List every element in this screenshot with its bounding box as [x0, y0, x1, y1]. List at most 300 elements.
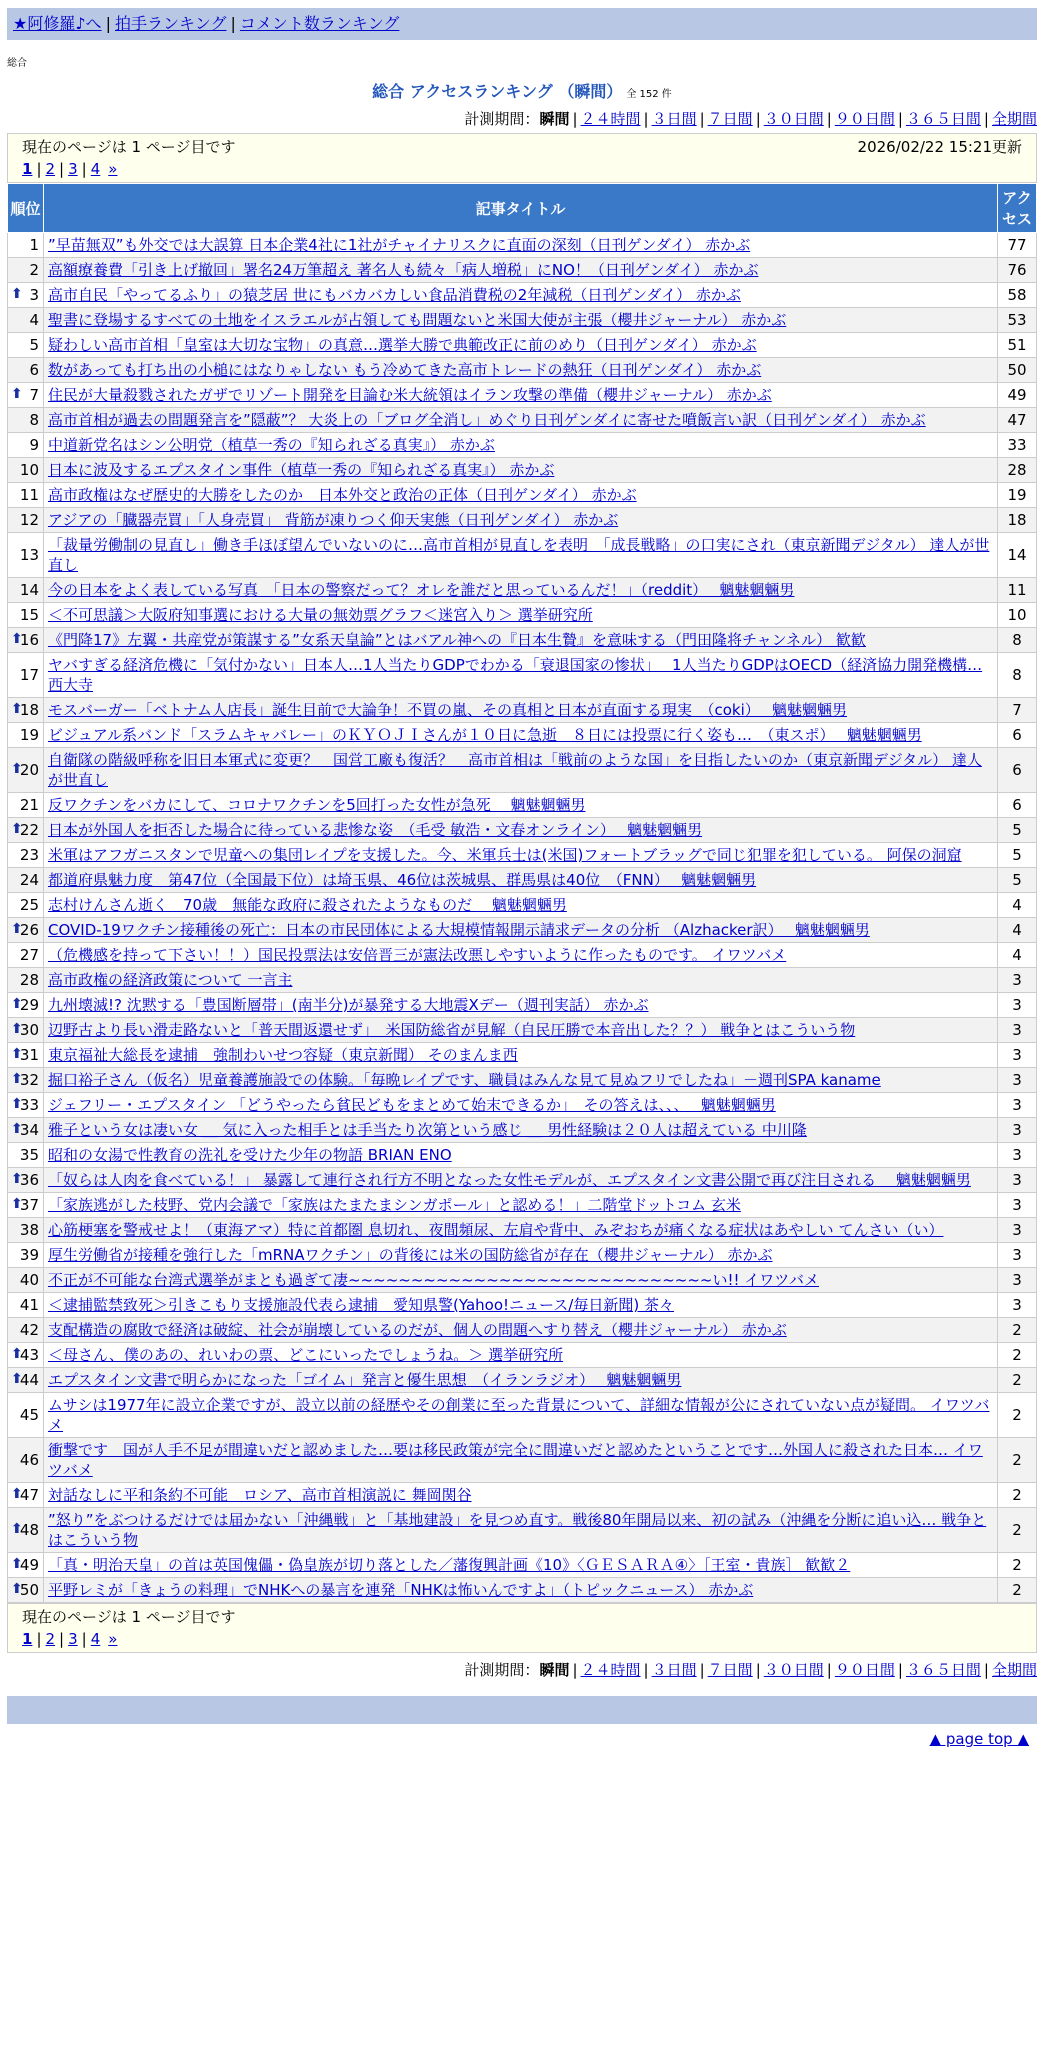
- period-separator: |: [983, 1661, 989, 1679]
- title-cell: [44, 308, 998, 333]
- title-cell: [44, 508, 998, 533]
- period-link[interactable]: 全期間: [991, 1661, 1037, 1679]
- title-cell: [44, 1368, 998, 1393]
- title-cell: [44, 333, 998, 358]
- page-link[interactable]: 4: [90, 160, 101, 178]
- article-link[interactable]: 反ワクチンをバカにして、コロナワクチンを5回打った女性が急死 魑魅魍魎男: [48, 796, 586, 814]
- article-link[interactable]: ＜母さん、僕のあの、れいわの票、どこにいったでしょうね。＞ 選挙研究所: [48, 1346, 564, 1364]
- table-row: [8, 1168, 1037, 1193]
- period-link[interactable]: ３６５日間: [905, 110, 981, 128]
- page-separator: |: [59, 160, 65, 178]
- access-count: 3: [998, 1043, 1037, 1068]
- article-link[interactable]: ”怒り”をぶつけるだけでは届かない「沖縄戦」と「基地建設」を見つめ直す。戦後80年開局以来、初の試み（沖縄を分断に追い込… 戦争とはこういう物: [48, 1511, 987, 1549]
- table-row: [8, 748, 1037, 793]
- rank-cell: [8, 508, 44, 533]
- article-link[interactable]: 今の日本をよく表している写真 「日本の警察だって？オレを誰だと思っているんだ！」（reddit） 魑魅魍魎男: [48, 581, 795, 599]
- article-link[interactable]: ＜不可思議＞大阪府知事選における大量の無効票グラフ＜迷宮入り＞ 選挙研究所: [48, 606, 593, 624]
- up-arrow-icon: ⬆: [11, 286, 23, 302]
- rank-cell: [8, 1578, 44, 1603]
- article-link[interactable]: 掘口裕子さん（仮名）児童養護施設での体験。「毎晩レイプです、職員はみんな見て見ぬフリでしたね」－週刊SPA kaname: [48, 1071, 881, 1089]
- access-count: 11: [998, 578, 1037, 603]
- rank-cell: [8, 333, 44, 358]
- article-link[interactable]: 「奴らは人肉を食べている！」 暴露して連行され行方不明となった女性モデルが、エプスタイン文書公開で再び注目される 魑魅魍魎男: [48, 1171, 971, 1189]
- rank-cell: [8, 1368, 44, 1393]
- rank-number: 17: [19, 666, 39, 684]
- rank-cell: [8, 1293, 44, 1318]
- page-link[interactable]: »: [108, 160, 118, 178]
- title-cell: [44, 893, 998, 918]
- title-cell: [44, 1553, 998, 1578]
- page-link-current[interactable]: 1: [22, 1630, 33, 1648]
- up-arrow-icon: ⬆: [11, 701, 23, 717]
- article-link[interactable]: 自衛隊の階級呼称を旧日本軍式に変更？ 国営工廠も復活？ 高市首相は「戦前のような国」を目指したいのか（東京新聞デジタル） 達人が世直し: [48, 751, 982, 789]
- rank-cell: [8, 1143, 44, 1168]
- rank-cell: [8, 233, 44, 258]
- access-count: 3: [998, 1243, 1037, 1268]
- period-current: 瞬間: [539, 110, 570, 128]
- period-separator: |: [643, 1661, 649, 1679]
- article-link[interactable]: 都道府県魅力度 第47位（全国最下位）は埼玉県、46位は茨城県、群馬県は40位 （FNN） 魑魅魍魎男: [48, 871, 757, 889]
- title-cell: [44, 1438, 998, 1483]
- period-link[interactable]: 全期間: [991, 110, 1037, 128]
- rank-cell: [8, 1043, 44, 1068]
- table-row: [8, 653, 1037, 698]
- access-count: 6: [998, 723, 1037, 748]
- access-count: 6: [998, 793, 1037, 818]
- rank-number: 45: [19, 1406, 39, 1424]
- rank-number: 42: [19, 1321, 39, 1339]
- nav-clap-ranking-link[interactable]: 拍手ランキング: [114, 14, 227, 33]
- table-row: [8, 698, 1037, 723]
- up-arrow-icon: ⬆: [11, 761, 23, 777]
- article-link[interactable]: 平野レミが「きょうの料理」でNHKへの暴言を連発「NHKは怖いんですよ」（トピックニュース） 赤かぶ: [48, 1581, 754, 1599]
- rank-number: 50: [19, 1581, 39, 1599]
- article-link[interactable]: ”早苗無双”も外交では大誤算 日本企業4社に1社がチャイナリスクに直面の深刻（日刊ゲンダイ） 赤かぶ: [48, 236, 751, 254]
- article-link[interactable]: 聖書に登場するすべての土地をイスラエルが占領しても問題ないと米国大使が主張（櫻井ジャーナル） 赤かぶ: [48, 311, 787, 329]
- article-link[interactable]: ヤバすぎる経済危機に「気付かない」日本人…1人当たりGDPでわかる「衰退国家の惨状」 1人当たりGDPはOECD（経済協力開発機構… 西大寺: [48, 656, 983, 694]
- article-link[interactable]: 日本に波及するエプスタイン事件（植草一秀の『知られざる真実』） 赤かぶ: [48, 461, 555, 479]
- page-separator: |: [36, 160, 42, 178]
- period-link[interactable]: ３０日間: [763, 1661, 824, 1679]
- rank-number: 4: [29, 311, 39, 329]
- rank-number: 3: [29, 286, 39, 304]
- title-cell: [44, 603, 998, 628]
- article-link[interactable]: 住民が大量殺戮されたガザでリゾート開発を目論む米大統領はイラン攻撃の準備（櫻井ジャーナル） 赤かぶ: [48, 386, 772, 404]
- page-status-row: [22, 136, 1022, 158]
- section-label: 総合: [7, 58, 27, 69]
- page-links-bottom: [22, 1628, 1022, 1650]
- article-link[interactable]: 高市政権はなぜ歴史的大勝をしたのか 日本外交と政治の正体（日刊ゲンダイ） 赤かぶ: [48, 486, 637, 504]
- header-rank: 順位: [8, 184, 44, 233]
- title-cell: [44, 868, 998, 893]
- title-cell: [44, 533, 998, 578]
- rank-number: 33: [19, 1096, 39, 1114]
- page-link[interactable]: 3: [68, 160, 78, 178]
- table-row: [8, 383, 1037, 408]
- current-page-text-bottom: 現在のページは 1 ページ目です: [22, 1608, 236, 1626]
- table-row: [8, 1293, 1037, 1318]
- rank-cell: [8, 1508, 44, 1553]
- rank-cell: [8, 723, 44, 748]
- up-arrow-icon: ⬆: [11, 1581, 23, 1597]
- article-link[interactable]: ビジュアル系バンド「スラムキャバレー」のＫＹＯＪＩさんが１０日に急逝 ８日には投票に行く姿も… （東スポ） 魑魅魍魎男: [48, 726, 922, 744]
- table-row: [8, 1243, 1037, 1268]
- article-link[interactable]: 高市政権の経済政策について 一言主: [48, 971, 293, 989]
- period-separator: |: [643, 110, 649, 128]
- table-row: [8, 333, 1037, 358]
- rank-number: 11: [19, 486, 39, 504]
- table-row: [8, 1343, 1037, 1368]
- article-link[interactable]: 《門降17》左翼・共産党が策謀する”女系天皇論”とはバアル神への『日本生贄』を意味する（門田隆将チャンネル） 歓歓: [48, 631, 866, 649]
- table-row: [8, 603, 1037, 628]
- rank-cell: [8, 1268, 44, 1293]
- title-cell: [44, 433, 998, 458]
- period-link[interactable]: ３０日間: [763, 110, 824, 128]
- article-link[interactable]: 支配構造の腐敗で経済は破綻、社会が崩壊しているのだが、個人の問題へすり替え（櫻井ジャーナル） 赤かぶ: [48, 1321, 787, 1339]
- article-link[interactable]: 「裁量労働制の見直し」働き手ほぼ望んでいないのに…高市首相が見直しを表明 「成長戦略」の口実にされ（東京新聞デジタル） 達人が世直し: [48, 536, 990, 574]
- access-count: 7: [998, 698, 1037, 723]
- up-arrow-icon: ⬆: [11, 1046, 23, 1062]
- article-link[interactable]: ＜逮捕監禁致死＞引きこもり支援施設代表ら逮捕 愛知県警(Yahoo!ニュース/毎日新聞) 茶々: [48, 1296, 674, 1314]
- article-link[interactable]: ムサシは1977年に設立企業ですが、設立以前の経歴やその創業に至った背景について、詳細な情報が公にされていない点が疑問。 イワツバメ: [48, 1396, 990, 1434]
- access-count: 3: [998, 1218, 1037, 1243]
- rank-cell: [8, 1553, 44, 1578]
- table-row: [8, 1483, 1037, 1508]
- rank-cell: [8, 1068, 44, 1093]
- rank-cell: [8, 383, 44, 408]
- article-link[interactable]: 心筋梗塞を警戒せよ！（東海アマ）特に首都圏 息切れ、夜間頻尿、左肩や背中、みぞおちが痛くなる症状はあやしい てんさい（い）: [48, 1221, 944, 1239]
- pagination-box-bottom: [7, 1603, 1037, 1653]
- period-link[interactable]: ３６５日間: [905, 1661, 981, 1679]
- rank-number: 39: [19, 1246, 39, 1264]
- title-cell: [44, 748, 998, 793]
- period-separator: |: [699, 110, 705, 128]
- page-link[interactable]: 3: [68, 1630, 78, 1648]
- rank-cell: [8, 1318, 44, 1343]
- rank-number: 22: [19, 821, 39, 839]
- up-arrow-icon: ⬆: [11, 1196, 23, 1212]
- table-row: [8, 1393, 1037, 1438]
- up-arrow-icon: ⬆: [11, 1121, 23, 1137]
- period-separator: |: [699, 1661, 705, 1679]
- access-count: 3: [998, 1018, 1037, 1043]
- access-count: 8: [998, 653, 1037, 698]
- table-row: [8, 1018, 1037, 1043]
- access-count: 3: [998, 1093, 1037, 1118]
- table-row: [8, 578, 1037, 603]
- page-separator: |: [81, 160, 87, 178]
- up-arrow-icon: ⬆: [11, 1071, 23, 1087]
- rank-number: 7: [29, 386, 39, 404]
- access-count: 2: [998, 1508, 1037, 1553]
- rank-number: 28: [19, 971, 39, 989]
- table-row: [8, 1143, 1037, 1168]
- title-cell: [44, 1293, 998, 1318]
- period-separator: |: [826, 110, 832, 128]
- article-link[interactable]: 厚生労働省が接種を強行した「mRNAワクチン」の背後には米の国防総省が存在（櫻井ジャーナル） 赤かぶ: [48, 1246, 773, 1264]
- period-link[interactable]: ７日間: [707, 1661, 753, 1679]
- rank-number: 5: [29, 336, 39, 354]
- period-separator: |: [826, 1661, 832, 1679]
- rank-number: 19: [19, 726, 39, 744]
- table-row: [8, 483, 1037, 508]
- period-link[interactable]: ９０日間: [834, 110, 895, 128]
- period-link[interactable]: ２４時間: [580, 1661, 641, 1679]
- rank-number: 8: [29, 411, 39, 429]
- rank-cell: [8, 433, 44, 458]
- title-cell: [44, 943, 998, 968]
- ranking-table: [7, 183, 1037, 1603]
- title-cell: [44, 818, 998, 843]
- title-cell: [44, 918, 998, 943]
- header-title: 記事タイトル: [44, 184, 998, 233]
- table-row: [8, 1193, 1037, 1218]
- rank-cell: [8, 818, 44, 843]
- table-row: [8, 308, 1037, 333]
- rank-cell: [8, 258, 44, 283]
- access-count: 2: [998, 1553, 1037, 1578]
- article-link[interactable]: （危機感を持って下さい！！）国民投票法は安倍晋三が憲法改悪しやすいように作ったものです。 イワツバメ: [48, 946, 787, 964]
- page-top-link[interactable]: ▲ page top ▲: [929, 1730, 1029, 1748]
- table-row: [8, 458, 1037, 483]
- article-link[interactable]: ジェフリー・エプスタイン 「どうやったら貧民どもをまとめて始末できるか」 その答えは、、、 魑魅魍魎男: [48, 1096, 776, 1114]
- table-row: [8, 1043, 1037, 1068]
- page-link[interactable]: 2: [45, 160, 56, 178]
- rank-cell: [8, 1243, 44, 1268]
- access-count: 4: [998, 918, 1037, 943]
- period-separator: |: [897, 110, 903, 128]
- title-cell: [44, 1068, 998, 1093]
- nav-separator: |: [230, 14, 236, 33]
- rank-cell: [8, 603, 44, 628]
- article-link[interactable]: 志村けんさん逝く 70歳 無能な政府に殺されたようなものだ 魑魅魍魎男: [48, 896, 567, 914]
- rank-number: 18: [19, 701, 39, 719]
- period-link[interactable]: ２４時間: [580, 110, 641, 128]
- title-cell: [44, 1168, 998, 1193]
- up-arrow-icon: ⬆: [11, 1371, 23, 1387]
- rank-cell: [8, 698, 44, 723]
- table-row: [8, 723, 1037, 748]
- access-count: 5: [998, 843, 1037, 868]
- article-link[interactable]: 疑わしい高市首相「皇室は大切な宝物」の真意…選挙大勝で典範改正に前のめり（日刊ゲンダイ） 赤かぶ: [48, 336, 757, 354]
- access-count: 3: [998, 1143, 1037, 1168]
- access-count: 3: [998, 1118, 1037, 1143]
- table-header-row: [8, 184, 1037, 233]
- rank-number: 31: [19, 1046, 39, 1064]
- access-count: 4: [998, 893, 1037, 918]
- access-count: 4: [998, 943, 1037, 968]
- article-link[interactable]: 数があっても打ち出の小槌にはなりゃしない もう冷めてきた高市トレードの熱狂（日刊ゲンダイ） 赤かぶ: [48, 361, 762, 379]
- period-selector-top: [7, 108, 1037, 129]
- rank-number: 38: [19, 1221, 39, 1239]
- title-cell: [44, 458, 998, 483]
- title-cell: [44, 283, 998, 308]
- access-count: 14: [998, 533, 1037, 578]
- total-count: 全 152 件: [626, 89, 672, 100]
- period-link[interactable]: ７日間: [707, 110, 753, 128]
- article-link[interactable]: 高市自民「やってるふり」の猿芝居 世にもバカバカしい食品消費税の2年減税（日刊ゲンダイ） 赤かぶ: [48, 286, 741, 304]
- rank-number: 48: [19, 1521, 39, 1539]
- title-cell: [44, 723, 998, 748]
- access-count: 33: [998, 433, 1037, 458]
- article-link[interactable]: 日本が外国人を拒否した場合に待っている悲惨な姿 （毛受 敏浩・文春オンライン） 魑魅魍魎男: [48, 821, 703, 839]
- rank-cell: [8, 1168, 44, 1193]
- access-count: 8: [998, 628, 1037, 653]
- article-link[interactable]: COVID-19ワクチン接種後の死亡：日本の市民団体による大規模情報開示請求データの分析 （Alzhacker訳） 魑魅魍魎男: [48, 921, 870, 939]
- period-label: 計測期間：: [464, 110, 540, 128]
- access-count: 77: [998, 233, 1037, 258]
- rank-number: 40: [19, 1271, 39, 1289]
- page-links-top: [22, 158, 1022, 180]
- article-link[interactable]: 衝撃です 国が人手不足が間違いだと認めました…要は移民政策が完全に間違いだと認めたということです…外国人に殺された日本… イワツバメ: [48, 1441, 983, 1479]
- ranking-title-row: [7, 79, 1037, 102]
- article-link[interactable]: 対話なしに平和条約不可能 ロシア、高市首相演説に 舞岡関谷: [48, 1486, 472, 1504]
- period-link[interactable]: ３日間: [651, 110, 697, 128]
- rank-number: 27: [19, 946, 39, 964]
- table-row: [8, 533, 1037, 578]
- title-cell: [44, 843, 998, 868]
- nav-separator: |: [105, 14, 111, 33]
- title-cell: [44, 628, 998, 653]
- rank-number: 12: [19, 511, 39, 529]
- rank-number: 6: [29, 361, 39, 379]
- title-cell: [44, 1218, 998, 1243]
- article-link[interactable]: 高市首相が過去の問題発言を”隠蔽”？ 大炎上の「ブログ全消し」めぐり日刊ゲンダイに寄せた噴飯言い訳（日刊ゲンダイ） 赤かぶ: [48, 411, 926, 429]
- rank-number: 32: [19, 1071, 39, 1089]
- up-arrow-icon: ⬆: [11, 921, 23, 937]
- article-link[interactable]: エプスタイン文書で明らかになった「ゴイム」発言と優生思想 （イランラジオ） 魑魅魍魎男: [48, 1371, 682, 1389]
- rank-number: 29: [19, 996, 39, 1014]
- table-row: [8, 1068, 1037, 1093]
- article-link[interactable]: モスバーガー「ベトナム人店長」誕生目前で大論争！不買の嵐、その真相と日本が直面する現実 （coki） 魑魅魍魎男: [48, 701, 848, 719]
- period-separator: |: [755, 1661, 761, 1679]
- rank-cell: [8, 283, 44, 308]
- table-row: [8, 1093, 1037, 1118]
- rank-cell: [8, 793, 44, 818]
- article-link[interactable]: 雅子という女は凄い女 ＿ 気に入った相手とは手当たり次第という感じ ＿ 男性経験は２０人は超えている 中川隆: [48, 1121, 807, 1139]
- rank-cell: [8, 653, 44, 698]
- access-count: 5: [998, 818, 1037, 843]
- article-link[interactable]: 「家族逃がした枝野、党内会議で「家族はたまたまシンガポール」と認める！」二階堂ドットコム 玄米: [48, 1196, 741, 1214]
- period-selector-bottom: [7, 1659, 1037, 1680]
- article-link[interactable]: 米軍はアフガニスタンで児童への集団レイプを支援した。今、米軍兵士は(米国)フォートブラッグで同じ犯罪を犯している。 阿保の洞窟: [48, 846, 962, 864]
- table-row: [8, 968, 1037, 993]
- access-count: 3: [998, 1293, 1037, 1318]
- period-label: 計測期間：: [464, 1661, 540, 1679]
- table-row: [8, 1318, 1037, 1343]
- rank-cell: [8, 1393, 44, 1438]
- period-separator: |: [983, 110, 989, 128]
- rank-number: 34: [19, 1121, 39, 1139]
- period-link[interactable]: ３日間: [651, 1661, 697, 1679]
- rank-number: 24: [19, 871, 39, 889]
- rank-number: 37: [19, 1196, 39, 1214]
- rank-number: 35: [19, 1146, 39, 1164]
- rank-number: 23: [19, 846, 39, 864]
- access-count: 10: [998, 603, 1037, 628]
- nav-comment-ranking-link[interactable]: コメント数ランキング: [239, 14, 400, 33]
- ranking-title: 総合 アクセスランキング （瞬間）: [372, 82, 623, 101]
- period-link[interactable]: ９０日間: [834, 1661, 895, 1679]
- rank-number: 43: [19, 1346, 39, 1364]
- title-cell: [44, 233, 998, 258]
- access-count: 28: [998, 458, 1037, 483]
- rank-number: 49: [19, 1556, 39, 1574]
- title-cell: [44, 1018, 998, 1043]
- title-cell: [44, 1318, 998, 1343]
- rank-number: 14: [19, 581, 39, 599]
- nav-home-link[interactable]: ★阿修羅♪へ: [13, 14, 102, 33]
- access-count: 3: [998, 1168, 1037, 1193]
- rank-cell: [8, 1093, 44, 1118]
- article-link[interactable]: 昭和の女湯で性教育の洗礼を受けた少年の物語 BRIAN ENO: [48, 1146, 452, 1164]
- up-arrow-icon: ⬆: [11, 821, 23, 837]
- access-count: 3: [998, 968, 1037, 993]
- up-arrow-icon: ⬆: [11, 1521, 23, 1537]
- rank-number: 30: [19, 1021, 39, 1039]
- rank-number: 15: [19, 606, 39, 624]
- rank-cell: [8, 578, 44, 603]
- page-link[interactable]: 4: [90, 1630, 101, 1648]
- page-link[interactable]: »: [108, 1630, 118, 1648]
- table-row: [8, 283, 1037, 308]
- access-count: 58: [998, 283, 1037, 308]
- footer-bar: [7, 1696, 1037, 1724]
- table-row: [8, 508, 1037, 533]
- table-row: [8, 628, 1037, 653]
- ranking-table-body: [8, 233, 1037, 1603]
- period-separator: |: [755, 110, 761, 128]
- table-row: [8, 918, 1037, 943]
- access-count: 2: [998, 1343, 1037, 1368]
- title-cell: [44, 578, 998, 603]
- title-cell: [44, 653, 998, 698]
- title-cell: [44, 698, 998, 723]
- page-separator: |: [81, 1630, 87, 1648]
- article-link[interactable]: 「真・明治天皇」の首は英国傀儡・偽皇族が切り落とした／藩復興計画《10》〈ＧＥＳＡＲＡ④〉［王室・貴族］ 歓歓２: [48, 1556, 851, 1574]
- page-wrapper: [7, 0, 1037, 1774]
- article-link[interactable]: 高額療養費「引き上げ撤回」署名24万筆超え 著名人も続々「病人増税」にNO！（日刊ゲンダイ） 赤かぶ: [48, 261, 759, 279]
- rank-cell: [8, 358, 44, 383]
- rank-cell: [8, 1438, 44, 1483]
- title-cell: [44, 1093, 998, 1118]
- access-count: 49: [998, 383, 1037, 408]
- article-link[interactable]: アジアの「臓器売買」「人身売買」 背筋が凍りつく仰天実態（日刊ゲンダイ） 赤かぶ: [48, 511, 619, 529]
- access-count: 19: [998, 483, 1037, 508]
- title-cell: [44, 1118, 998, 1143]
- access-count: 53: [998, 308, 1037, 333]
- up-arrow-icon: ⬆: [11, 1021, 23, 1037]
- article-link[interactable]: 東京福祉大総長を逮捕 強制わいせつ容疑（東京新聞） そのまんま西: [48, 1046, 518, 1064]
- page-link[interactable]: 2: [45, 1630, 56, 1648]
- page-link-current[interactable]: 1: [22, 160, 33, 178]
- up-arrow-icon: ⬆: [11, 1171, 23, 1187]
- rank-number: 46: [19, 1451, 39, 1469]
- rank-number: 13: [19, 546, 39, 564]
- title-cell: [44, 1393, 998, 1438]
- article-link[interactable]: 不正が不可能な台湾式選挙がまとも過ぎて凄~~~~~~~~~~~~~~~~~~~~~~~~~~~~~い!! イワツバメ: [48, 1271, 819, 1289]
- article-link[interactable]: 九州壊滅!? 沈黙する「豊国断層帯」(南半分)が暴発する大地震Xデー（週刊実話） 赤かぶ: [48, 996, 649, 1014]
- up-arrow-icon: ⬆: [11, 386, 23, 402]
- rank-cell: [8, 968, 44, 993]
- article-link[interactable]: 辺野古より長い滑走路ないと「普天間返還せず」 米国防総省が見解（自民圧勝で本音出した？？） 戦争とはこういう物: [48, 1021, 856, 1039]
- article-link[interactable]: 中道新党名はシン公明党（植草一秀の『知られざる真実』） 赤かぶ: [48, 436, 495, 454]
- table-row: [8, 408, 1037, 433]
- rank-number: 41: [19, 1296, 39, 1314]
- rank-cell: [8, 533, 44, 578]
- up-arrow-icon: ⬆: [11, 1096, 23, 1112]
- rank-number: 1: [29, 236, 39, 254]
